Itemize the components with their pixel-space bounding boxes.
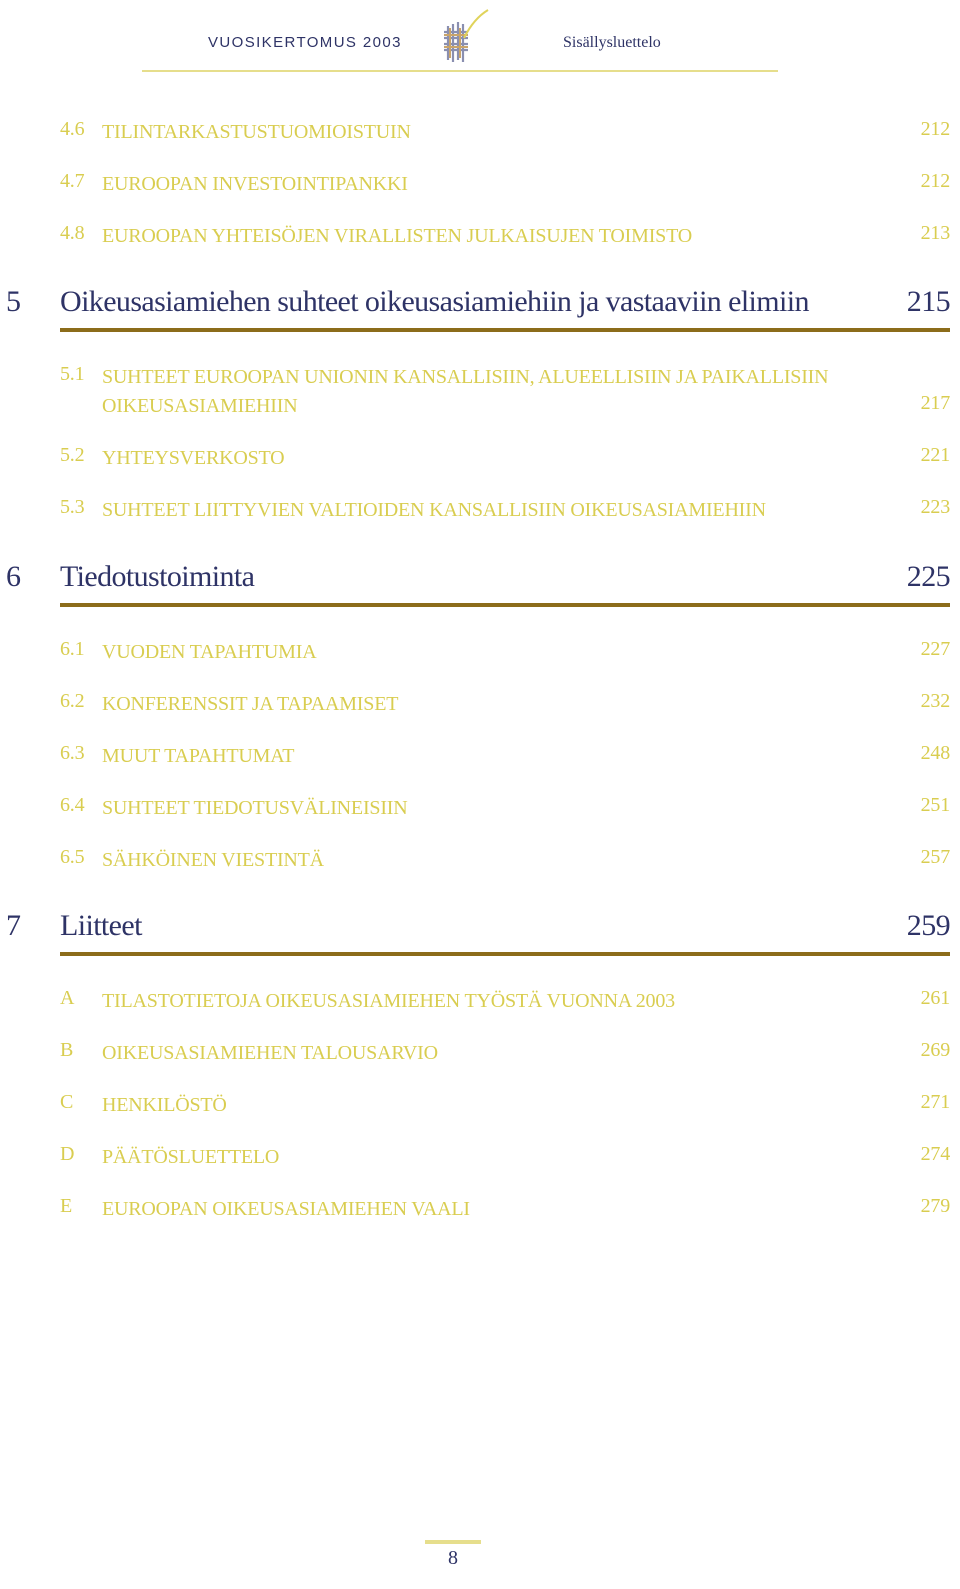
toc-entry-number: A (60, 987, 75, 1009)
toc-entry-page: 212 (920, 170, 950, 192)
chapter-number: 5 (6, 285, 21, 318)
toc-entry-title: SUHTEET TIEDOTUSVÄLINEISIIN (102, 797, 408, 819)
chapter-title: Oikeusasiamiehen suhteet oikeusasiamiehiin ja vastaaviin elimiin (60, 285, 809, 318)
toc-entry-page: 223 (920, 496, 950, 518)
footer-divider (425, 1540, 481, 1544)
toc-entry-title: VUODEN TAPAHTUMIA (102, 641, 317, 663)
chapter-page: 259 (906, 909, 950, 942)
chapter-page: 225 (906, 560, 950, 593)
section-title: Sisällysluettelo (563, 34, 661, 51)
toc-entry-title: PÄÄTÖSLUETTELO (102, 1146, 280, 1168)
toc-entry-number: 5.1 (60, 363, 85, 385)
toc-entry-page: 232 (920, 690, 950, 712)
toc-entry-number: 4.8 (60, 222, 85, 244)
toc-entry-title: SUHTEET EUROOPAN UNIONIN KANSALLISIIN, ALUEELLISIIN JA PAIKALLISIIN OIKEUSASIAMIEHIIN (102, 366, 829, 417)
toc-entry-title: KONFERENSSIT JA TAPAAMISET (102, 693, 399, 715)
header-divider (142, 70, 778, 72)
toc-entry-title: EUROOPAN OIKEUSASIAMIEHEN VAALI (102, 1198, 470, 1220)
toc-entry-number: 5.2 (60, 444, 85, 466)
toc-entry-number: C (60, 1091, 74, 1113)
toc-entry-number: E (60, 1195, 73, 1217)
chapter-divider (60, 952, 950, 956)
page-header (0, 0, 960, 80)
toc-entry-number: 6.2 (60, 690, 85, 712)
toc-entry-page: 279 (920, 1195, 950, 1217)
toc-entry-title: HENKILÖSTÖ (102, 1094, 227, 1116)
chapter-page: 215 (906, 285, 950, 318)
toc-entry-page: 212 (920, 118, 950, 140)
toc-chapter[interactable] (0, 285, 950, 333)
toc-entry-page: 221 (920, 444, 950, 466)
report-title: VUOSIKERTOMUS 2003 (208, 34, 402, 51)
toc-entry-title: TILASTOTIETOJA OIKEUSASIAMIEHEN TYÖSTÄ VUONNA 2003 (102, 990, 675, 1012)
toc-entry-page: 257 (920, 846, 950, 868)
toc-entry-title: TILINTARKASTUSTUOMIOISTUIN (102, 121, 411, 143)
toc-entry-page: 227 (920, 638, 950, 660)
ombudsman-logo-icon (440, 8, 494, 64)
chapter-number: 7 (6, 909, 21, 942)
chapter-divider (60, 603, 950, 607)
toc-entry-page: 217 (920, 392, 950, 414)
toc-entry-number: 4.6 (60, 118, 85, 140)
toc-entry-number: D (60, 1143, 75, 1165)
chapter-divider (60, 328, 950, 332)
toc-entry-number: 4.7 (60, 170, 85, 192)
toc-entry-page: 269 (920, 1039, 950, 1061)
toc-entry-page: 251 (920, 794, 950, 816)
toc-entry-number: 6.3 (60, 742, 85, 764)
toc-entry-title: EUROOPAN INVESTOINTIPANKKI (102, 173, 408, 195)
toc-entry-title: OIKEUSASIAMIEHEN TALOUSARVIO (102, 1042, 438, 1064)
toc-entry-page: 274 (920, 1143, 950, 1165)
page-number: 8 (448, 1547, 458, 1569)
toc-entry-title: SUHTEET LIITTYVIEN VALTIOIDEN KANSALLISIIN OIKEUSASIAMIEHIIN (102, 499, 766, 521)
toc-entry-page: 261 (920, 987, 950, 1009)
toc-entry-title: SÄHKÖINEN VIESTINTÄ (102, 849, 324, 871)
chapter-title: Tiedotustoiminta (60, 560, 255, 593)
toc-entry-title: EUROOPAN YHTEISÖJEN VIRALLISTEN JULKAISUJEN TOIMISTO (102, 225, 692, 247)
toc-entry-number: B (60, 1039, 74, 1061)
chapter-number: 6 (6, 560, 21, 593)
toc-entry-number: 6.1 (60, 638, 85, 660)
toc-chapter[interactable] (0, 560, 950, 608)
toc-entry-page: 213 (920, 222, 950, 244)
toc-entry-page: 248 (920, 742, 950, 764)
toc-entry-number: 6.4 (60, 794, 85, 816)
toc-entry-page: 271 (920, 1091, 950, 1113)
toc-entry-title: YHTEYSVERKOSTO (102, 447, 285, 469)
toc-entry-title: MUUT TAPAHTUMAT (102, 745, 295, 767)
toc-entry-number: 5.3 (60, 496, 85, 518)
chapter-title: Liitteet (60, 909, 142, 942)
toc-entry-number: 6.5 (60, 846, 85, 868)
toc-chapter[interactable] (0, 909, 950, 957)
